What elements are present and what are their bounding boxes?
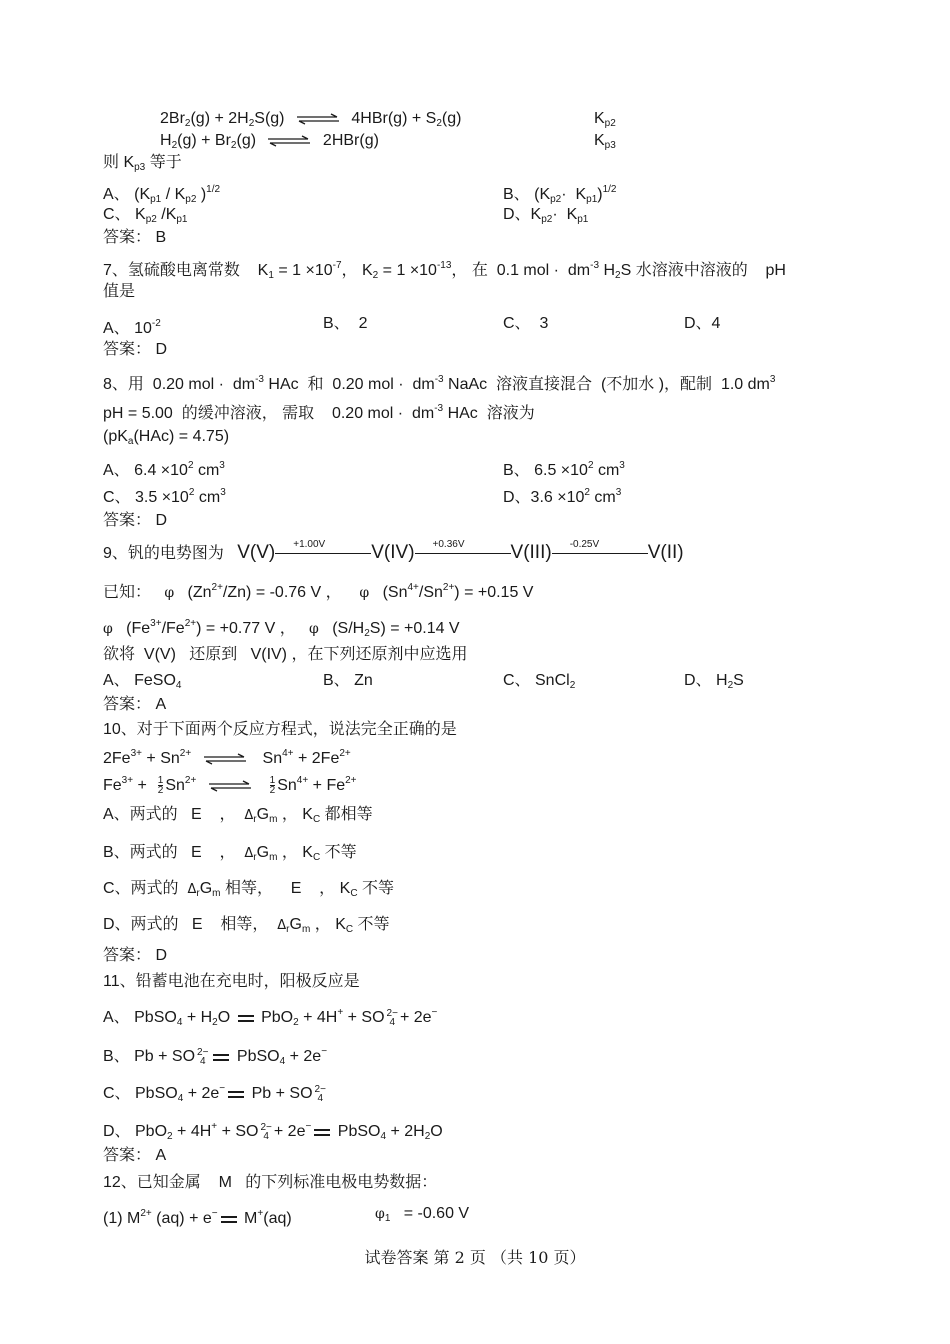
q10-option-c: C、两式的 $\Delta_rG_m$ 相等， E ， $K_C$ 不等 — [103, 880, 394, 899]
q11-prompt: 11、铅蓄电池在充电时，阳极反应是 — [103, 973, 360, 990]
equals-icon — [213, 1052, 229, 1062]
page-footer: 试卷答案 第 2 页 （共 10 页） — [364, 1248, 586, 1267]
q12-prompt: 12、已知金属 M 的下列标准电极电势数据： — [103, 1174, 438, 1191]
q6-option-c: C、 $K_{p2}$ $/K_{p1}$ — [103, 206, 188, 225]
q9-known-line-2: φ $(Fe^{3+}/Fe^{2+}) = +0.77$ V ， φ $(S/H_2S) = +0.14$ V — [103, 618, 460, 639]
q9-known-line-1: 已知： φ $(Zn^{2+}/Zn) = -0.76$ V ， φ $(Sn^{4+}/Sn^{2+}) = +0.15$ V — [103, 582, 534, 601]
reaction-line-2: $H_2(g) + Br_2(g)$ 2HBr(g) — [160, 132, 379, 151]
q10-answer: 答案： D — [103, 947, 168, 964]
state-v2: V(II) — [647, 542, 684, 563]
potential-arrow-3: -0.25V — [552, 540, 648, 568]
q8-option-c: C、 $3.5 \times 10^2$ $cm^3$ — [103, 487, 226, 506]
phi-icon: φ — [164, 585, 175, 601]
q9-answer: 答案： A — [103, 696, 167, 713]
equilibrium-arrow-icon — [202, 753, 248, 765]
equals-icon — [228, 1089, 244, 1099]
q7-option-d: D、4 — [684, 315, 721, 332]
equals-icon — [221, 1214, 237, 1224]
potential-arrow-1: +1.00V — [275, 540, 371, 568]
kp2-label: $K_{p2}$ — [594, 110, 616, 129]
q11-option-d: D、 PbO$_2$ + 4H+ + SO 2− 4 + 2e− PbSO$_4$ + $2H_2O$ — [103, 1121, 443, 1142]
q11-option-b: B、 Pb + SO 2− 4 PbSO$_4$ + 2e− — [103, 1046, 328, 1067]
state-v4: V(IV) — [371, 542, 415, 563]
phi-icon: φ — [103, 621, 113, 637]
q9-option-a: A、 FeSO$_4$ — [103, 672, 182, 691]
equals-icon — [314, 1127, 330, 1137]
q6-answer: 答案： B — [103, 229, 167, 246]
kp3-label: $K_{p3}$ — [594, 132, 616, 151]
q7-line-1: 7、氢硫酸电离常数 $K_1 = 1 \times 10^{-7}$， $K_2 = 1 \times 10^{-13}$， 在 0.1 mol · $dm^{-3}$ $H_2S$ 水溶液中溶液的 pH — [103, 260, 786, 281]
q8-option-b: B、 $6.5 \times 10^2$ $cm^3$ — [503, 460, 625, 479]
q12-phi1: $\varphi_1$ = -0.60 V — [375, 1205, 470, 1224]
q10-option-b: B、两式的 E ， $\Delta_rG_m$ ， $K_C$ 不等 — [103, 844, 357, 863]
q9-option-b: B、 Zn — [323, 672, 373, 689]
q8-option-d: D、$3.6 \times 10^2$ $cm^3$ — [503, 487, 622, 506]
state-v5: V(V) — [237, 542, 276, 563]
q6-option-a: A、 ($K_{p1} / K_{p2}$ )$^{1/2}$ — [103, 184, 221, 205]
q11-option-a: A、 PbSO$_4$ + $H_2O$ PbO$_2$ + 4H+ + SO 2− 4 + 2e− — [103, 1007, 438, 1028]
q8-line-3: $(pK_a(HAc) = 4.75)$ — [103, 428, 230, 447]
phi-icon: φ — [309, 621, 319, 637]
equilibrium-arrow-icon — [207, 780, 253, 792]
q9-prefix: 9、钒的电势图为 — [103, 545, 224, 562]
q7-answer: 答案： D — [103, 341, 168, 358]
q10-option-d: D、两式的 E 相等， $\Delta_rG_m$ ， $K_C$ 不等 — [103, 916, 390, 935]
equilibrium-arrow-icon — [266, 135, 312, 147]
q6-option-b: B、 $(K_{p2}\cdot K_{p1})^{1/2}$ — [503, 184, 617, 205]
q8-line-2: pH = 5.00 的缓冲溶液， 需取 0.20 mol · $dm^{-3}$ HAc 溶液为 — [103, 403, 535, 422]
state-v3: V(III) — [510, 542, 552, 563]
q6-prompt: 则 $K_{p3}$ 等于 — [103, 154, 182, 173]
q9-ask: 欲将 V(V) 还原到 V(IV) ，在下列还原剂中应选用 — [103, 646, 468, 663]
q12-line-1: (1) $M^{2+}$ (aq) + e− M+(aq) — [103, 1208, 292, 1227]
q7-line-2: 值是 — [103, 283, 136, 300]
q8-answer: 答案： D — [103, 512, 168, 529]
q10-prompt: 10、对于下面两个反应方程式，说法完全正确的是 — [103, 721, 457, 738]
q6-option-d: D、$K_{p2}\cdot K_{p1}$ — [503, 206, 589, 225]
q9-potential-diagram — [103, 538, 684, 569]
phi-icon: φ — [359, 585, 370, 601]
equilibrium-arrow-icon — [295, 113, 341, 125]
potential-arrow-2: +0.36V — [415, 540, 511, 568]
q7-option-c: C、 3 — [503, 315, 549, 332]
q8-line-1: 8、用 0.20 mol · $dm^{-3}$ HAc 和 0.20 mol · $dm^{-3}$ NaAc 溶液直接混合 (不加水 )，配制 1.0 $dm^3$ — [103, 374, 776, 393]
phi-icon: φ — [375, 1206, 385, 1222]
q9-option-c: C、 SnCl$_2$ — [503, 672, 576, 691]
q9-option-d: D、 $H_2S$ — [684, 672, 744, 691]
q7-option-a: A、 $10^{-2}$ — [103, 318, 161, 337]
q11-option-c: C、 PbSO$_4$ + 2e− Pb + SO 2− 4 — [103, 1083, 326, 1104]
equals-icon — [238, 1013, 254, 1023]
q7-option-b: B、 2 — [323, 315, 368, 332]
q10-option-a: A、两式的 E ， $\Delta_rG_m$ ， $K_C$ 都相等 — [103, 806, 373, 825]
q10-equation-1: $2Fe^{3+} + Sn^{2+}$ $Sn^{4+} + 2Fe^{2+}$ — [103, 748, 351, 767]
q11-answer: 答案： A — [103, 1147, 167, 1164]
reaction-line-1: $2Br_2(g) + 2H_2S(g) 4HBr(g) + S_2(g)$ — [160, 110, 462, 129]
q10-equation-2: $Fe^{3+}$ + $\frac{1}{2}$ $Sn^{2+}$ $\frac{1}{2}$ $Sn^{4+} + Fe^{2+}$ — [103, 775, 357, 797]
q8-option-a: A、 $6.4 \times 10^2$ $cm^3$ — [103, 460, 225, 479]
